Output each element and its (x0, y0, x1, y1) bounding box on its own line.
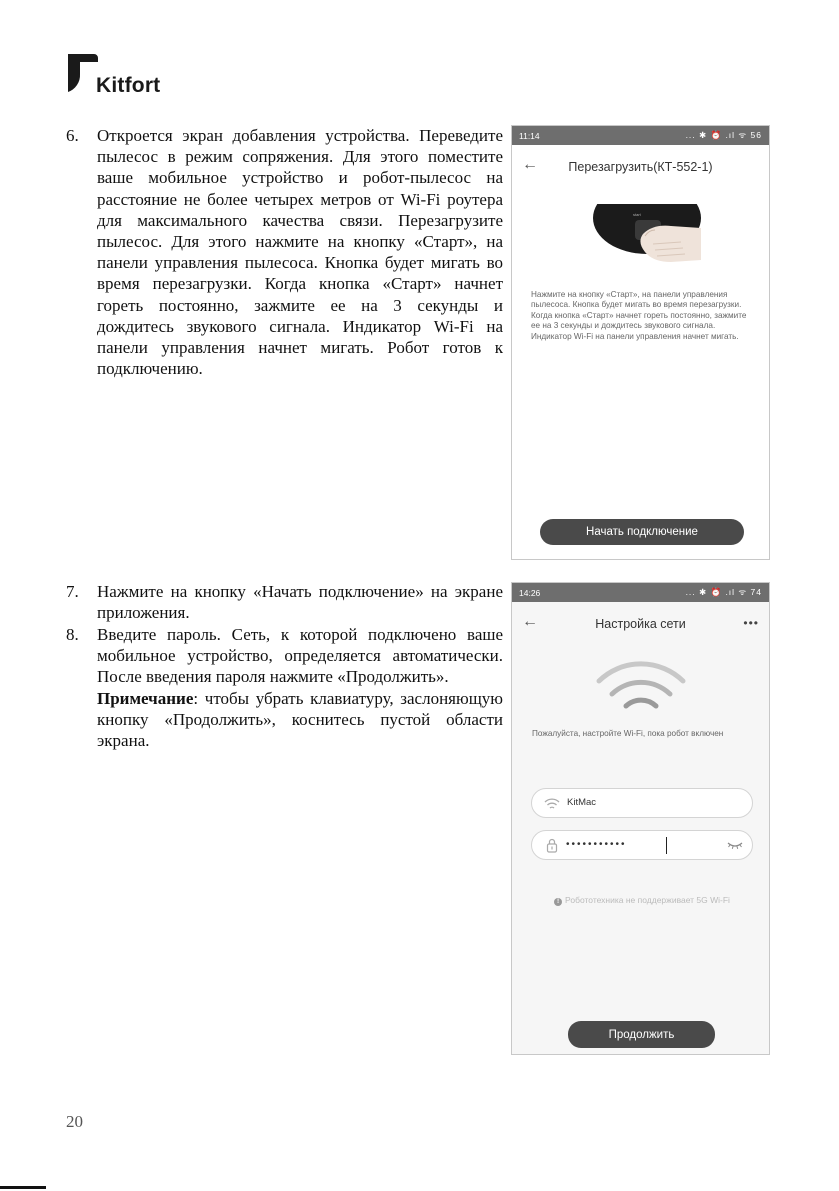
step-number: 7. (66, 582, 79, 601)
back-arrow-icon[interactable]: ← (522, 156, 538, 173)
footer-mark (0, 1186, 46, 1189)
wifi-name-value: KitMac (567, 797, 597, 808)
svg-text:start: start (633, 212, 641, 217)
screen-title: Перезагрузить(КТ-552-1) (568, 160, 713, 174)
kitfort-logo-icon (66, 52, 100, 94)
start-connection-button[interactable]: Начать подключение (540, 519, 744, 545)
app-screen-reboot (511, 125, 770, 560)
instruction-text: Пожалуйста, настройте Wi-Fi, пока робот включен (532, 729, 724, 738)
text-cursor (666, 837, 667, 854)
brand-name: Kitfort (96, 74, 161, 97)
eye-closed-icon[interactable] (727, 839, 743, 851)
status-time: 14:26 (519, 587, 541, 598)
status-icons: ... ✱ ⏰ .ıl ᯤ 74 (685, 587, 762, 597)
step-text: Нажмите на кнопку «Начать подключение» на экране приложения. (97, 582, 503, 623)
warning-text: Робототехника не поддерживает 5G Wi-Fi (565, 895, 730, 905)
page-number: 20 (66, 1112, 83, 1131)
wifi-small-icon (544, 796, 560, 811)
continue-button[interactable]: Продолжить (568, 1021, 715, 1048)
wifi-name-field[interactable] (531, 788, 753, 818)
info-icon: ! (554, 898, 562, 906)
note-label: Примечание (97, 688, 194, 708)
wifi-5g-warning (532, 895, 752, 906)
app-header (512, 602, 769, 646)
step-number: 8. (66, 625, 79, 644)
screen-title: Настройка сети (595, 617, 686, 631)
status-bar (512, 583, 769, 602)
step-number: 6. (66, 126, 79, 145)
lock-icon (544, 838, 560, 853)
app-header (512, 145, 769, 189)
step-text: Введите пароль. Сеть, к которой подключено ваше мобильное устройство, определяется автоматически. После введения пароля нажмите «Продолжить». (97, 625, 503, 687)
app-screen-network-setup (511, 582, 770, 1055)
back-arrow-icon[interactable]: ← (522, 613, 538, 630)
status-bar (512, 126, 769, 145)
kitfort-logo (66, 52, 186, 104)
step-text: Откроется экран добавления устройства. Переведите пылесос в режим сопряжения. Для этого поместите ваше мобильное устройство и робот-пылесос на расстояние не более четырех метров от Wi-Fi роутера для максимального качества связи. Перезагрузите пылесос. Для этого нажмите на кнопку «Старт», на панели управления пылесоса. Кнопка будет мигать во время перезагрузки. Когда кнопка «Старт» начнет гореть постоянно, зажмите ее на 3 секунды и дождитесь звукового сигнала. Индикатор Wi-Fi на панели управления начнет мигать. Робот готов к подключению. (97, 126, 503, 379)
password-field[interactable] (531, 830, 753, 860)
status-icons: ... ✱ ⏰ .ıl ᯤ 56 (685, 130, 762, 140)
robot-vacuum-image (593, 196, 701, 282)
status-time: 11:14 (519, 130, 540, 141)
wifi-icon (595, 659, 687, 717)
instruction-text: Нажмите на кнопку «Старт», на панели управления пылесоса. Кнопка будет мигать во время перезагрузки. Когда кнопка «Старт» начнет гореть постоянно, зажмите ее на 3 секунды и дождитесь звукового сигнала. Индикатор Wi-Fi на панели управления начнет мигать. (531, 290, 747, 341)
note-text: : чтобы убрать клавиатуру, заслоняющую кнопку «Продолжить», коснитесь пустой области экрана. (97, 688, 503, 751)
more-menu-icon[interactable]: ••• (743, 616, 759, 630)
step-text-block (97, 624, 503, 751)
password-value: ••••••••••• (566, 839, 627, 850)
